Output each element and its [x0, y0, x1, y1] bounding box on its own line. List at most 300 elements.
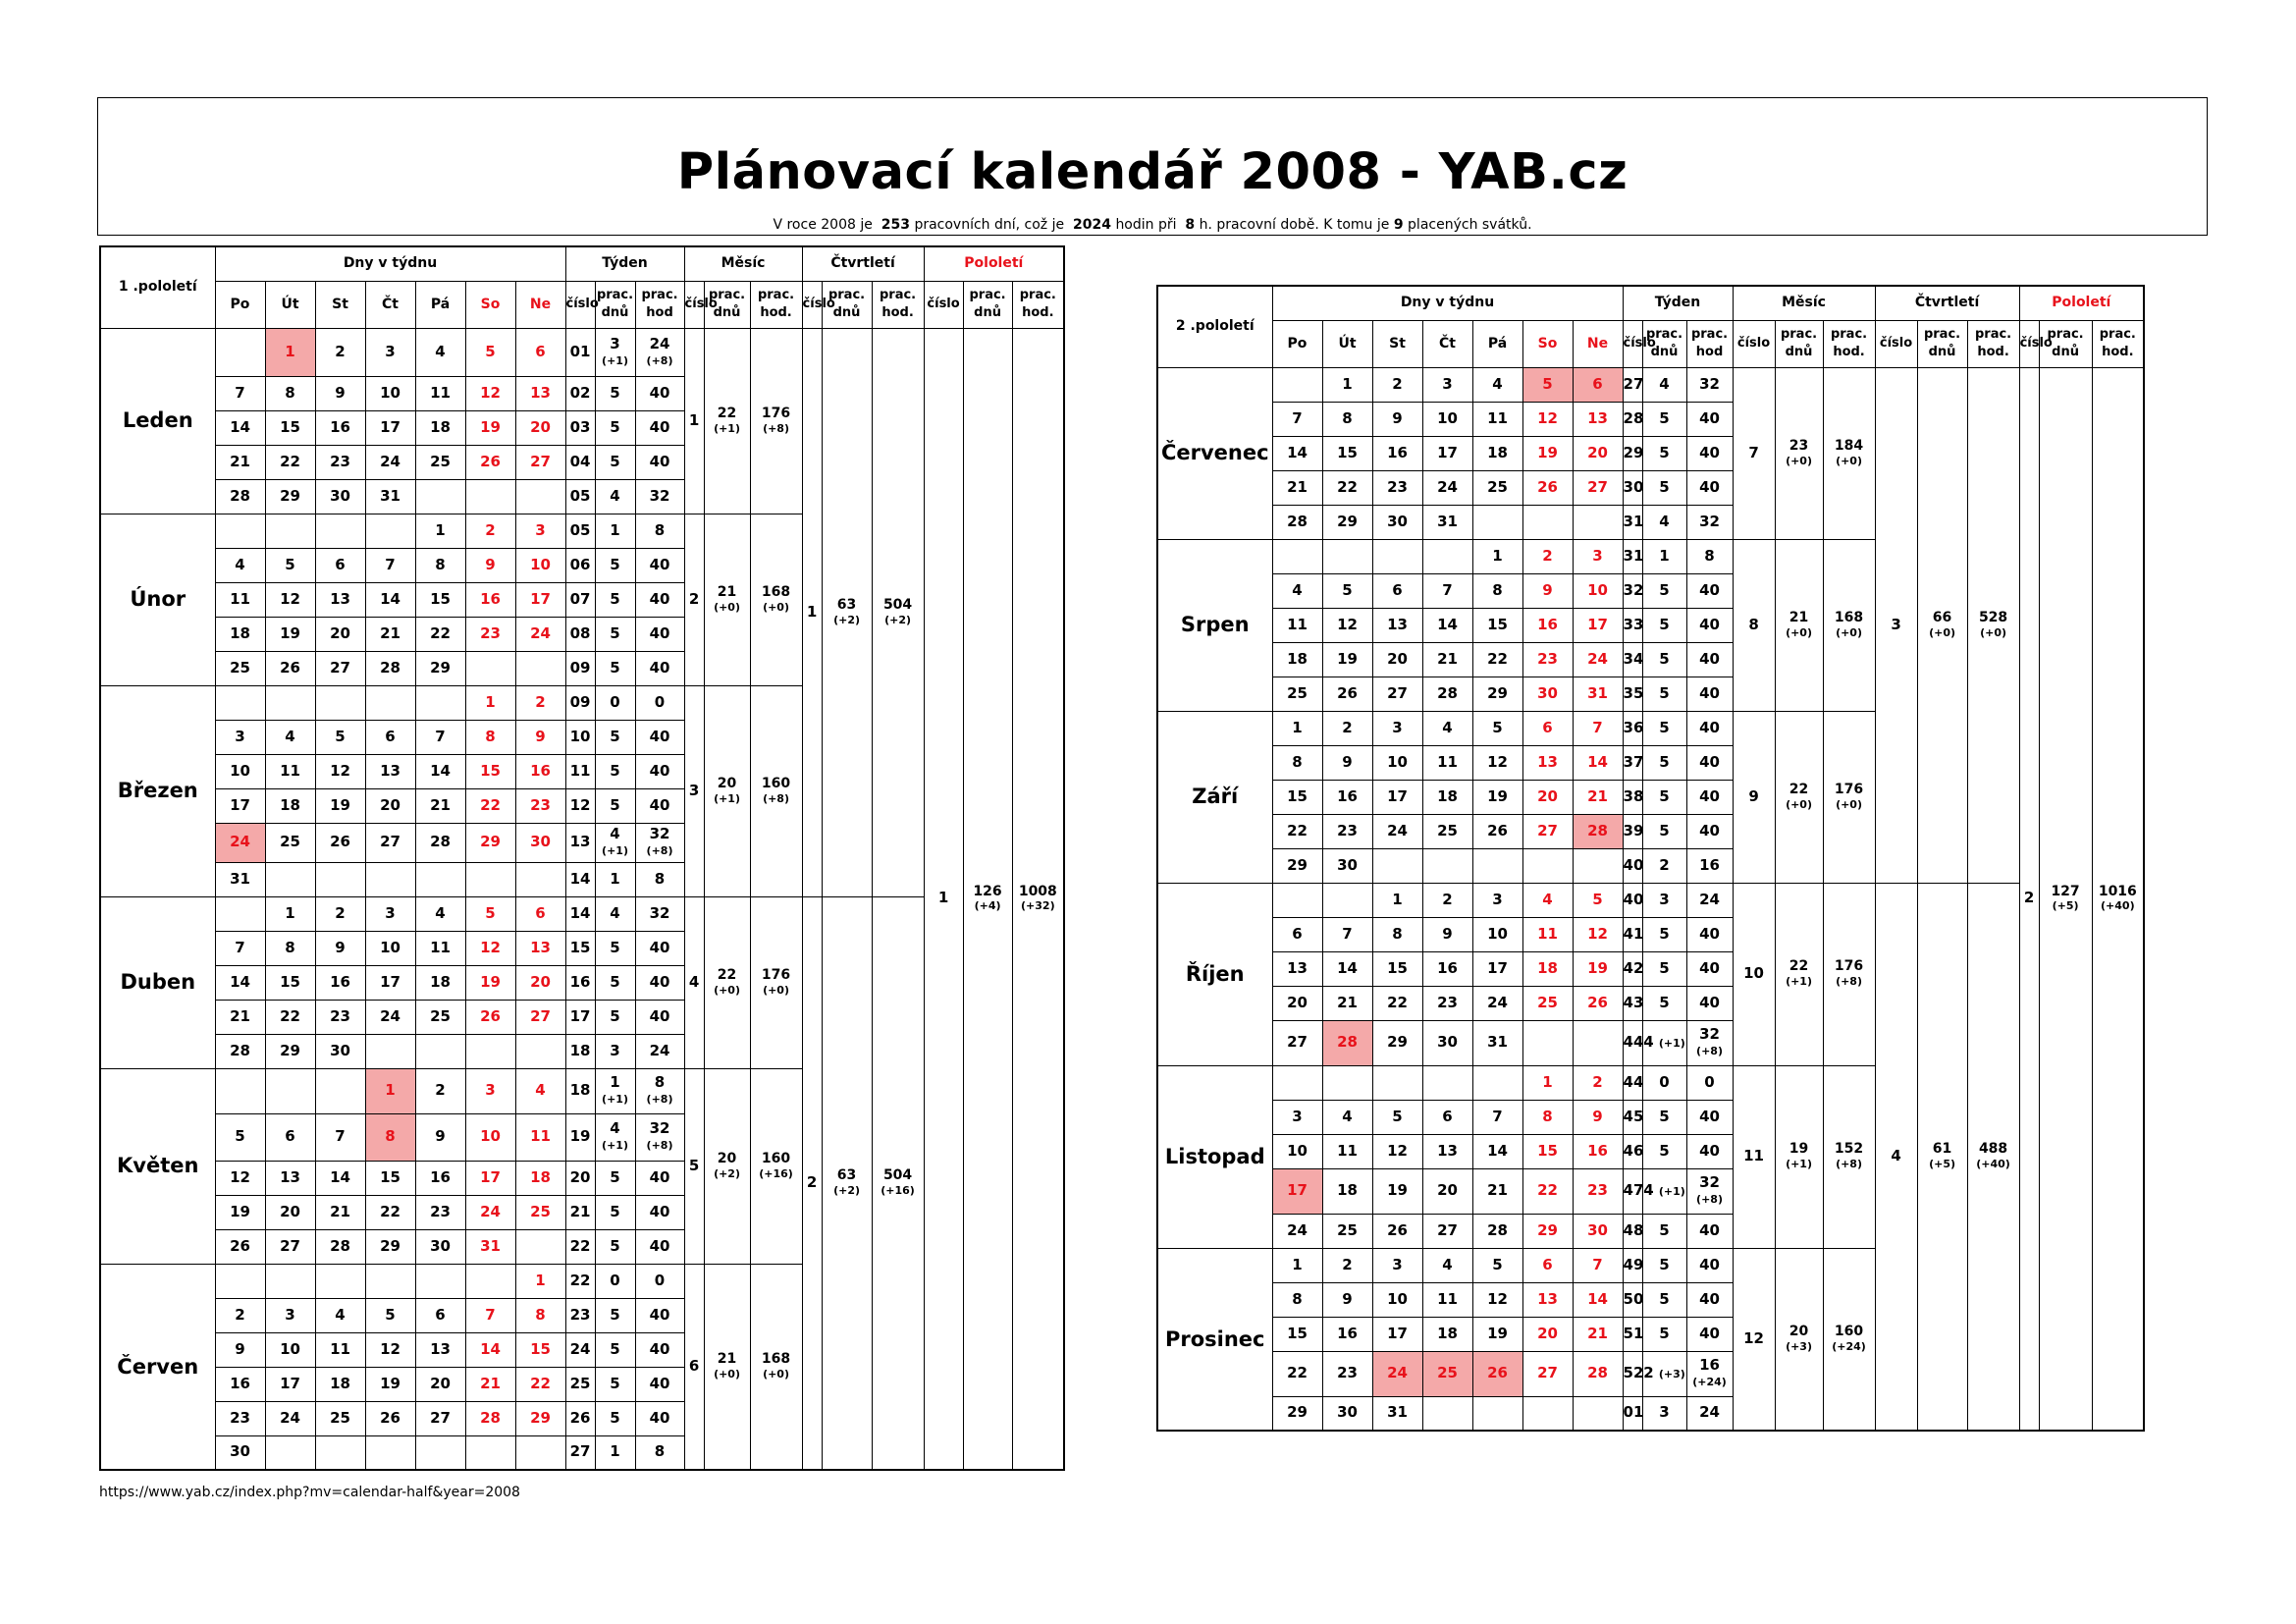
month-work-days [704, 514, 750, 685]
week-work-days [1642, 1020, 1686, 1065]
day-cell: 15 [1322, 436, 1372, 470]
days-in-week-header: Dny v týdnu [215, 246, 565, 281]
quarter-work-days [822, 896, 872, 1470]
week-number-header: číslo [1623, 320, 1642, 367]
day-cell: 10 [265, 1332, 315, 1367]
empty-day-cell [1573, 505, 1623, 539]
day-cell: 8 [1372, 917, 1422, 951]
empty-day-cell [315, 1068, 365, 1113]
day-cell: 15 [1372, 951, 1422, 986]
weekday-header: Út [1322, 320, 1372, 367]
week-work-days-value: 5 [610, 727, 620, 745]
day-cell: 29 [415, 651, 465, 685]
week-work-hours-header: prac. hod [1686, 320, 1733, 367]
month-work-days-value: 23 [1789, 437, 1809, 454]
day-cell: 22 [1522, 1168, 1573, 1214]
day-cell: 17 [1422, 436, 1472, 470]
week-work-hours-value: 16 [1699, 1356, 1720, 1375]
week-work-hours [1686, 986, 1733, 1020]
week-work-hours-value: 8 [654, 520, 666, 539]
day-cell: 14 [1573, 745, 1623, 780]
month-work-days [704, 896, 750, 1068]
week-number: 24 [565, 1332, 595, 1367]
day-cell: 27 [1372, 677, 1422, 711]
empty-day-cell [215, 514, 265, 548]
week-work-hours-value: 32 [649, 1119, 670, 1138]
empty-day-cell [315, 514, 365, 548]
weekday-header: Pá [415, 281, 465, 328]
day-cell: 21 [215, 445, 265, 479]
day-cell: 23 [215, 1401, 265, 1435]
month-number: 1 [684, 328, 704, 514]
day-cell: 14 [1573, 1282, 1623, 1317]
week-work-days-value: 1 [610, 869, 620, 888]
day-cell: 18 [515, 1161, 565, 1195]
month-work-days-diff: (+0) [714, 600, 740, 614]
day-cell: 24 [465, 1195, 515, 1229]
day-cell: 19 [465, 965, 515, 1000]
day-cell: 18 [215, 617, 265, 651]
week-work-hours [1686, 848, 1733, 883]
day-cell: 29 [1272, 848, 1322, 883]
week-work-hours [1686, 470, 1733, 505]
week-work-hours [635, 896, 684, 931]
day-cell: 15 [265, 965, 315, 1000]
empty-day-cell [465, 1435, 515, 1470]
week-work-hours-value: 32 [1699, 374, 1720, 393]
month-work-days-header: prac. dnů [1775, 320, 1823, 367]
day-cell: 25 [215, 651, 265, 685]
day-cell: 12 [1472, 1282, 1522, 1317]
week-work-hours-value: 32 [1699, 1025, 1720, 1044]
week-number: 43 [1623, 986, 1642, 1020]
week-work-hours-value: 8 [654, 1073, 666, 1092]
week-number: 38 [1623, 780, 1642, 814]
week-number: 40 [1623, 883, 1642, 917]
week-number: 40 [1623, 848, 1642, 883]
quarter-work-days-value: 61 [1932, 1141, 1952, 1158]
day-cell: 7 [1472, 1100, 1522, 1134]
empty-day-cell [265, 862, 315, 896]
day-cell: 13 [1522, 745, 1573, 780]
day-cell: 2 [1573, 1065, 1623, 1100]
week-work-days [1642, 745, 1686, 780]
week-work-hours [1686, 951, 1733, 986]
day-cell: 7 [1573, 1248, 1623, 1282]
day-cell: 28 [315, 1229, 365, 1264]
week-work-days-header: prac. dnů [595, 281, 635, 328]
month-work-days-diff: (+1) [1786, 1158, 1812, 1170]
week-work-days-value: 2 [1659, 855, 1670, 874]
day-cell: 16 [315, 410, 365, 445]
day-cell: 20 [1422, 1168, 1472, 1214]
empty-day-cell [465, 651, 515, 685]
empty-day-cell [515, 862, 565, 896]
day-cell: 9 [315, 931, 365, 965]
week-work-days-value: 4 [610, 825, 620, 843]
day-cell: 30 [515, 823, 565, 862]
week-work-days [1642, 711, 1686, 745]
month-work-days-value: 20 [717, 1150, 737, 1166]
week-work-hours-value: 40 [649, 1202, 670, 1220]
day-cell: 23 [1522, 642, 1573, 677]
month-work-days-diff: (+1) [714, 421, 740, 435]
empty-day-cell [1573, 1020, 1623, 1065]
day-cell: 13 [1522, 1282, 1573, 1317]
week-work-hours-diff: (+24) [1692, 1376, 1727, 1388]
month-work-hours-value: 176 [761, 405, 791, 421]
half-work-hours-value: 1008 [1018, 883, 1057, 899]
month-work-hours-header: prac. hod. [1823, 320, 1875, 367]
empty-day-cell [265, 514, 315, 548]
week-number: 01 [1623, 1396, 1642, 1431]
month-work-hours [1823, 1248, 1875, 1431]
day-cell: 8 [1272, 745, 1322, 780]
day-cell: 16 [215, 1367, 265, 1401]
week-work-hours-value: 40 [1699, 786, 1720, 805]
weekday-header: So [1522, 320, 1573, 367]
week-work-hours [1686, 539, 1733, 573]
header-row-columns [100, 281, 1064, 328]
day-cell: 27 [515, 445, 565, 479]
week-work-hours-value: 40 [1699, 1107, 1720, 1125]
day-cell: 27 [315, 651, 365, 685]
summary-text-4: placených svátků. [1408, 217, 1532, 233]
month-number: 3 [684, 685, 704, 896]
day-cell: 29 [1472, 677, 1522, 711]
week-work-hours [1686, 1100, 1733, 1134]
day-cell: 21 [1322, 986, 1372, 1020]
month-name: Květen [100, 1068, 215, 1264]
empty-day-cell [215, 1068, 265, 1113]
quarter-work-days-value: 63 [836, 1167, 857, 1184]
day-cell: 22 [1322, 470, 1372, 505]
empty-day-cell [1272, 883, 1322, 917]
week-work-days-value: 0 [1659, 1072, 1670, 1091]
empty-day-cell [1322, 883, 1372, 917]
week-work-hours [635, 1161, 684, 1195]
day-cell: 31 [365, 479, 415, 514]
day-cell: 16 [1573, 1134, 1623, 1168]
quarter-work-days [1917, 883, 1967, 1431]
day-cell: 8 [415, 548, 465, 582]
day-cell: 22 [1272, 1351, 1322, 1396]
week-work-hours-value: 40 [1699, 1255, 1720, 1273]
week-number: 18 [565, 1068, 595, 1113]
week-work-days [595, 862, 635, 896]
month-work-hours-header: prac. hod. [750, 281, 802, 328]
week-work-hours-value: 40 [1699, 821, 1720, 839]
day-cell: 19 [1472, 1317, 1522, 1351]
day-cell: 18 [415, 410, 465, 445]
month-work-hours-value: 168 [761, 583, 791, 600]
week-number: 31 [1623, 539, 1642, 573]
day-cell: 3 [1272, 1100, 1322, 1134]
month-work-days-diff: (+0) [714, 1367, 740, 1380]
week-work-hours [635, 514, 684, 548]
day-cell: 15 [1472, 608, 1522, 642]
day-cell: 21 [1573, 780, 1623, 814]
day-cell: 19 [1573, 951, 1623, 986]
week-work-hours-value: 0 [1704, 1072, 1715, 1091]
week-work-hours [635, 823, 684, 862]
weekday-header: St [315, 281, 365, 328]
empty-day-cell [315, 1264, 365, 1298]
day-cell: 26 [1522, 470, 1573, 505]
week-work-hours-value: 40 [1699, 580, 1720, 599]
day-cell: 12 [1472, 745, 1522, 780]
day-cell: 29 [1322, 505, 1372, 539]
month-work-days-diff: (+1) [1786, 975, 1812, 988]
week-work-days [595, 514, 635, 548]
week-work-hours-value: 40 [649, 1339, 670, 1358]
day-cell: 7 [415, 720, 465, 754]
day-cell: 15 [1272, 1317, 1322, 1351]
day-cell: 5 [1522, 367, 1573, 402]
day-cell: 9 [1422, 917, 1472, 951]
month-work-days [1775, 539, 1823, 711]
day-cell: 2 [315, 896, 365, 931]
days-in-week-header: Dny v týdnu [1272, 286, 1623, 320]
day-cell: 22 [1372, 986, 1422, 1020]
empty-day-cell [265, 1068, 315, 1113]
week-work-hours [1686, 917, 1733, 951]
week-work-days [1642, 1168, 1686, 1214]
week-work-days [595, 1113, 635, 1161]
week-work-hours [1686, 505, 1733, 539]
week-work-hours-value: 40 [1699, 718, 1720, 736]
month-work-days-value: 20 [1789, 1324, 1809, 1340]
week-number: 14 [565, 862, 595, 896]
week-number: 46 [1623, 1134, 1642, 1168]
quarter-work-hours-value: 504 [882, 1167, 913, 1184]
empty-day-cell [1372, 1065, 1422, 1100]
month-work-hours-value: 160 [761, 775, 791, 791]
day-cell: 4 [265, 720, 315, 754]
day-cell: 22 [415, 617, 465, 651]
week-number: 27 [1623, 367, 1642, 402]
week-work-days-value: 5 [1659, 649, 1670, 668]
week-work-days [1642, 1351, 1686, 1396]
empty-day-cell [1522, 1020, 1573, 1065]
month-work-hours-diff: (+8) [1836, 1158, 1862, 1170]
day-cell: 20 [1272, 986, 1322, 1020]
empty-day-cell [515, 1034, 565, 1068]
week-work-days-value: 5 [610, 938, 620, 956]
month-work-hours-value: 160 [1834, 1324, 1864, 1340]
month-work-days-value: 19 [1789, 1141, 1809, 1158]
day-cell: 11 [265, 754, 315, 788]
summary-text-2: hodin při [1115, 217, 1177, 233]
month-number: 2 [684, 514, 704, 685]
month-header: Měsíc [684, 246, 802, 281]
week-work-hours-value: 40 [649, 417, 670, 436]
week-work-days-value: 4 [610, 1119, 620, 1138]
half-label: 2 .pololetí [1157, 286, 1272, 367]
week-work-hours-value: 40 [649, 1374, 670, 1392]
half-work-days-value: 127 [2051, 883, 2080, 899]
week-work-hours [635, 685, 684, 720]
quarter-work-hours [872, 896, 924, 1470]
day-cell: 19 [265, 617, 315, 651]
month-number-header: číslo [684, 281, 704, 328]
day-cell: 10 [1272, 1134, 1322, 1168]
week-work-hours-value: 40 [649, 1006, 670, 1025]
weekday-header: Ne [1573, 320, 1623, 367]
week-number-header: číslo [565, 281, 595, 328]
month-work-hours-diff: (+0) [1836, 797, 1862, 811]
week-work-hours [635, 1435, 684, 1470]
week-work-hours [1686, 1317, 1733, 1351]
day-cell: 25 [1422, 1351, 1472, 1396]
week-work-days-value: 5 [1659, 1107, 1670, 1125]
day-cell: 30 [1522, 677, 1573, 711]
quarter-number: 4 [1875, 883, 1917, 1431]
month-work-hours [1823, 883, 1875, 1065]
day-cell: 6 [315, 548, 365, 582]
day-cell: 23 [1372, 470, 1422, 505]
week-work-days-value: 1 [610, 520, 620, 539]
day-cell: 11 [1472, 402, 1522, 436]
month-number: 9 [1733, 711, 1775, 883]
week-number: 36 [1623, 711, 1642, 745]
week-work-days-value: 1 [610, 1073, 620, 1092]
day-cell: 1 [515, 1264, 565, 1298]
week-work-days-value: 5 [1659, 993, 1670, 1011]
calendar-second-half [1156, 285, 2145, 1432]
half-work-hours-value: 1016 [2098, 883, 2137, 899]
empty-day-cell [415, 862, 465, 896]
empty-day-cell [515, 651, 565, 685]
day-cell: 10 [515, 548, 565, 582]
month-work-days [704, 685, 750, 896]
empty-day-cell [1272, 367, 1322, 402]
week-work-hours [1686, 608, 1733, 642]
day-cell: 8 [1272, 1282, 1322, 1317]
day-cell: 31 [1372, 1396, 1422, 1431]
week-work-hours-value: 40 [649, 727, 670, 745]
month-header: Měsíc [1733, 286, 1875, 320]
empty-day-cell [415, 685, 465, 720]
week-work-hours [1686, 402, 1733, 436]
week-header: Týden [565, 246, 684, 281]
empty-day-cell [1472, 848, 1522, 883]
empty-day-cell [415, 479, 465, 514]
day-cell: 22 [515, 1367, 565, 1401]
week-work-hours [635, 788, 684, 823]
day-cell: 2 [1372, 367, 1422, 402]
weekday-header: Čt [365, 281, 415, 328]
quarter-work-days-diff: (+2) [833, 613, 861, 626]
day-cell: 17 [465, 1161, 515, 1195]
week-work-days [1642, 986, 1686, 1020]
day-cell: 28 [215, 1034, 265, 1068]
day-cell: 15 [365, 1161, 415, 1195]
week-work-hours [1686, 711, 1733, 745]
quarter-work-hours-diff: (+16) [881, 1183, 915, 1197]
half-work-hours-header: prac. hod. [1012, 281, 1064, 328]
week-work-hours-diff: (+8) [1696, 1045, 1723, 1057]
day-cell: 6 [1573, 367, 1623, 402]
week-work-hours [635, 965, 684, 1000]
week-work-days [1642, 1396, 1686, 1431]
week-work-days-value: 5 [1659, 683, 1670, 702]
week-number: 09 [565, 651, 595, 685]
month-work-hours-value: 168 [761, 1351, 791, 1368]
day-cell: 4 [215, 548, 265, 582]
day-cell: 4 [1272, 573, 1322, 608]
day-cell: 19 [465, 410, 515, 445]
day-cell: 26 [215, 1229, 265, 1264]
day-cell: 20 [415, 1367, 465, 1401]
week-number: 20 [565, 1161, 595, 1195]
working-hours-count: 2024 [1073, 217, 1111, 233]
week-work-hours-value: 40 [649, 795, 670, 814]
day-cell: 4 [515, 1068, 565, 1113]
day-cell: 22 [265, 445, 315, 479]
week-work-hours [635, 1068, 684, 1113]
week-work-days [595, 1435, 635, 1470]
week-number: 07 [565, 582, 595, 617]
week-work-hours-diff: (+8) [646, 1139, 673, 1152]
quarter-number-header: číslo [1875, 320, 1917, 367]
month-number: 6 [684, 1264, 704, 1470]
empty-day-cell [515, 1229, 565, 1264]
month-work-hours-diff: (+0) [1836, 454, 1862, 467]
week-work-hours [635, 651, 684, 685]
day-cell: 27 [1522, 1351, 1573, 1396]
day-cell: 26 [1472, 1351, 1522, 1396]
page-title: Plánovací kalendář 2008 - YAB.cz [676, 143, 1629, 201]
day-cell: 20 [315, 617, 365, 651]
month-work-days-diff: (+0) [1786, 797, 1812, 811]
half-number-header: číslo [924, 281, 963, 328]
day-cell: 4 [1422, 711, 1472, 745]
week-work-days-diff: (+1) [602, 1093, 628, 1106]
day-cell: 12 [465, 376, 515, 410]
week-work-hours [1686, 745, 1733, 780]
week-number: 05 [565, 514, 595, 548]
week-work-days-value: 5 [610, 623, 620, 642]
day-cell: 1 [415, 514, 465, 548]
day-cell: 17 [365, 410, 415, 445]
day-cell: 3 [465, 1068, 515, 1113]
month-work-hours-diff: (+8) [1836, 975, 1862, 988]
weekday-header: So [465, 281, 515, 328]
day-cell: 24 [365, 1000, 415, 1034]
day-cell: 7 [1573, 711, 1623, 745]
day-cell: 29 [265, 1034, 315, 1068]
week-number: 35 [1623, 677, 1642, 711]
day-cell: 6 [1272, 917, 1322, 951]
day-cell: 26 [315, 823, 365, 862]
week-number: 12 [565, 788, 595, 823]
day-cell: 5 [1472, 1248, 1522, 1282]
day-cell: 9 [1522, 573, 1573, 608]
day-cell: 3 [1472, 883, 1522, 917]
week-number: 10 [565, 720, 595, 754]
week-number: 28 [1623, 402, 1642, 436]
empty-day-cell [1272, 539, 1322, 573]
week-work-hours [635, 754, 684, 788]
week-work-days-value: 4 [1659, 374, 1670, 393]
day-cell: 16 [1322, 780, 1372, 814]
quarter-work-days-header: prac. dnů [822, 281, 872, 328]
month-work-hours [1823, 539, 1875, 711]
week-work-days [595, 582, 635, 617]
week-number: 21 [565, 1195, 595, 1229]
week-work-hours [1686, 1351, 1733, 1396]
